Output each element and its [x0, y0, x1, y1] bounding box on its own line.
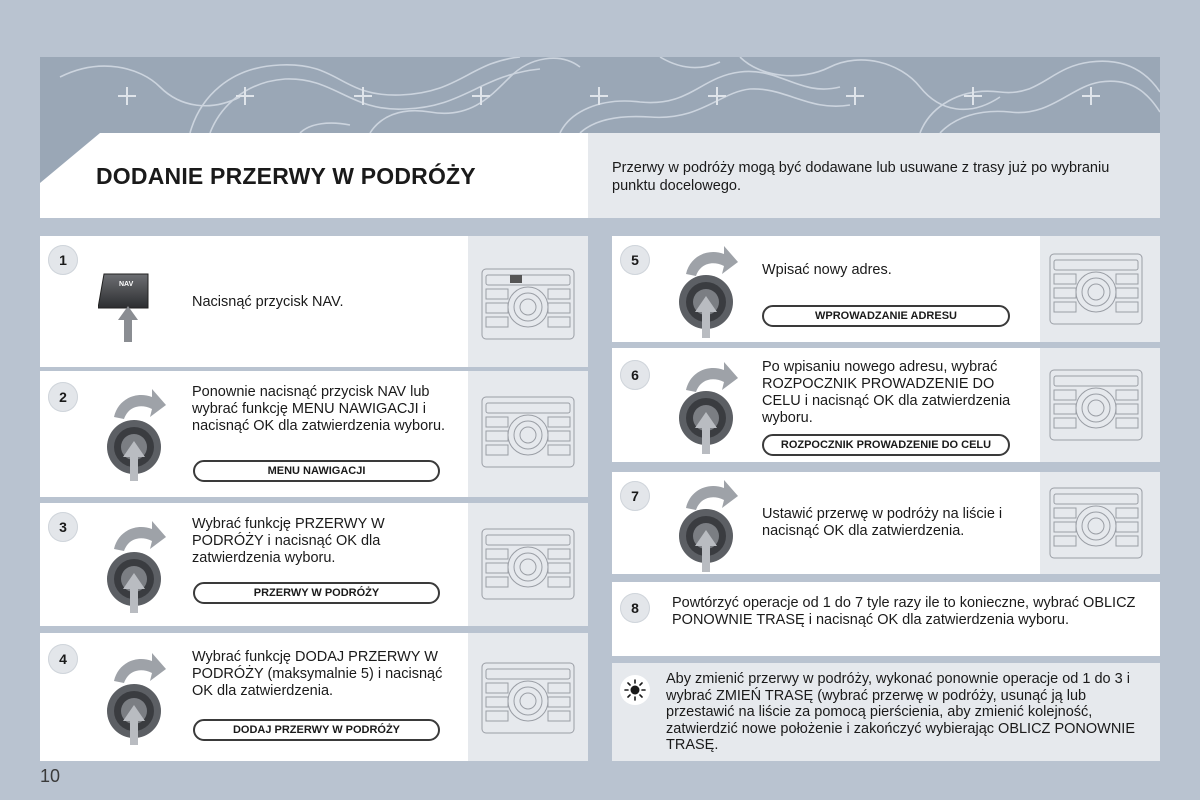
decorative-banner	[40, 57, 1160, 133]
tip-box	[612, 663, 1160, 761]
step-text: Nacisnąć przycisk NAV.	[192, 294, 344, 310]
intro-text: Przerwy w podróży mogą być dodawane lub usuwane z trasy już po wybraniu punktu docelowego.	[612, 160, 1110, 194]
rotary-knob-press-icon	[100, 645, 170, 749]
step-card-7	[612, 472, 1160, 574]
contour-map-pattern	[40, 57, 1160, 133]
step-number: 8	[620, 593, 650, 623]
page-title: DODANIE PRZERWY W PODRÓŻY	[96, 163, 476, 189]
rotary-knob-press-icon	[100, 381, 170, 485]
step-card-8	[612, 582, 1160, 656]
step-text: Wybrać funkcję PRZERWY W PODRÓŻY i nacisnąć OK dla zatwierdzenia wyboru.	[192, 516, 385, 566]
step-text: Ponownie nacisnąć przycisk NAV lub wybrać funkcję MENU NAWIGACJI i nacisnąć OK dla zatwierdzenia wyboru.	[192, 384, 446, 434]
step-text: Wybrać funkcję DODAJ PRZERWY W PODRÓŻY (maksymalnie 5) i nacisnąć OK dla zatwierdzenia.	[192, 649, 443, 699]
rotary-knob-turn-icon	[672, 472, 742, 576]
header-corner-decoration	[40, 133, 100, 183]
step-text: Powtórzyć operacje od 1 do 7 tyle razy ile to konieczne, wybrać OBLICZ PONOWNIE TRASĘ i nacisnąć OK dla zatwierdzenia wyboru.	[672, 595, 1136, 628]
step-number: 6	[620, 360, 650, 390]
tip-text: Aby zmienić przerwy w podróży, wykonać ponownie operacje od 1 do 3 i wybrać ZMIEŃ TRASĘ (wybrać przerwę w podróży, usunąć ją lub przestawić na liście za pomocą pierścienia, aby zmienić kolejność, zatwierdzić nowe położenie i zakończyć wybierając OBLICZ PONOWNIE TRASĘ.	[666, 671, 1135, 753]
step-card-6	[612, 348, 1160, 462]
step-card-2	[40, 371, 588, 497]
control-panel-icon	[480, 393, 576, 471]
control-panel-icon	[480, 265, 576, 343]
step-number: 7	[620, 481, 650, 511]
step-card-4	[40, 633, 588, 761]
rotary-knob-turn-icon	[672, 354, 742, 458]
header-title-area	[40, 133, 588, 218]
nav-button-label: NAV	[119, 281, 134, 288]
control-panel-icon	[1048, 250, 1144, 328]
step-card-3	[40, 503, 588, 626]
header	[40, 133, 1160, 218]
control-panel-icon	[480, 525, 576, 603]
step-number: 2	[48, 382, 78, 412]
page-number: 10	[40, 766, 61, 786]
lightbulb-icon	[620, 675, 650, 705]
step-number: 3	[48, 512, 78, 542]
step-card-1	[40, 236, 588, 367]
step-text: Wpisać nowy adres.	[762, 262, 892, 278]
rotary-knob-press-icon	[100, 513, 170, 617]
menu-option-pill: DODAJ PRZERWY W PODRÓŻY	[193, 719, 440, 741]
step-number: 5	[620, 245, 650, 275]
control-panel-icon	[480, 659, 576, 737]
menu-option-pill: PRZERWY W PODRÓŻY	[193, 582, 440, 604]
step-text: Ustawić przerwę w podróży na liście i nacisnąć OK dla zatwierdzenia.	[762, 506, 1003, 539]
menu-option-pill: ROZPOCZNIK PROWADZENIE DO CELU	[762, 434, 1010, 456]
control-panel-icon	[1048, 484, 1144, 562]
control-panel-icon	[1048, 366, 1144, 444]
menu-option-pill: WPROWADZANIE ADRESU	[762, 305, 1010, 327]
step-text: Po wpisaniu nowego adresu, wybrać ROZPOCZNIK PROWADZENIE DO CELU i nacisnąć OK dla zatwierdzenia wyboru.	[762, 359, 1011, 426]
nav-button-illustration	[98, 270, 154, 342]
step-card-5	[612, 236, 1160, 342]
step-number: 1	[48, 245, 78, 275]
menu-option-pill: MENU NAWIGACJI	[193, 460, 440, 482]
rotary-knob-turn-icon	[672, 238, 742, 342]
header-intro-area	[588, 133, 1160, 218]
step-number: 4	[48, 644, 78, 674]
